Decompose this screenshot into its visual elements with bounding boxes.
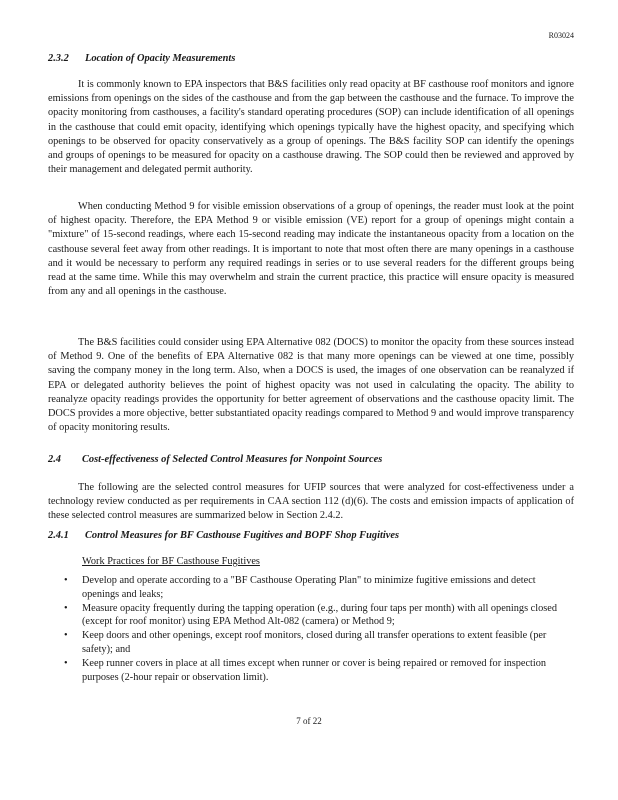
list-item xyxy=(64,602,574,630)
subheading-work-practices: Work Practices for BF Casthouse Fugitives xyxy=(82,556,260,567)
section-heading-2-3-2 xyxy=(48,53,235,64)
section-heading-2-4-1 xyxy=(48,530,399,541)
list-item-text: Develop and operate according to a "BF Casthouse Operating Plan" to minimize fugitive emissions and detect openings and leaks; xyxy=(82,575,536,600)
document-id: R03024 xyxy=(548,31,574,40)
list-item-text: Measure opacity frequently during the tapping operation (e.g., during four taps per month) with all openings closed (except for roof monitor) using EPA Method Alt-082 (camera) or Method 9; xyxy=(82,602,557,628)
list-item xyxy=(64,574,574,602)
bullet-icon: • xyxy=(64,575,68,586)
paragraph-docs: The B&S facilities could consider using EPA Alternative 082 (DOCS) to monitor the opacity from these sources instead of Method 9. One of the benefits of EPA Alternative 082 is that many more openings can be viewed at one time, possibly saving the company money in the long term. Also, when a DOCS is used, the images of one observation can be reanalyzed if EPA or delegated authority believes the point of highest opacity was not used in calculating the opacity. The ability to reanalyze opacity readings provides the opportunity for better agreement of observations and the casthouse opacity limit. The DOCS provides a more objective, better substantiated opacity readings compared to Method 9 and would improve transparency of opacity monitoring results. xyxy=(48,337,574,434)
bullet-icon: • xyxy=(64,630,68,642)
list-item xyxy=(64,657,574,685)
section-title: Location of Opacity Measurements xyxy=(85,53,236,64)
paragraph-cost-effectiveness: The following are the selected control measures for UFIP sources that were analyzed for cost-effectiveness under a technology review conducted as per requirements in CAA section 112 (d)(6). The costs and emission impacts of application of these selected control measures are summarized below in Section 2.4.2. xyxy=(48,482,574,522)
section-number: 2.3.2 xyxy=(48,53,69,64)
paragraph-method-9: When conducting Method 9 for visible emission observations of a group of openings, the reader must look at the point of highest opacity. Therefore, the EPA Method 9 or visible emission (VE) report for a group of openings might contain a "mixture" of 15-second readings, where each 15-second reading may indicate the instantaneous opacity from a location on the casthouse several feet away from other readings. It is important to note that most often there are many openings in a casthouse and it would be necessary to perform any required readings in series or to use several readers for the different groups being read at the same time. While this may overwhelm and strain the current practice, this practice will ensure opacity is measured from any and all openings in the casthouse. xyxy=(48,201,574,298)
section-number: 2.4 xyxy=(48,454,61,465)
bullet-icon: • xyxy=(64,657,68,669)
paragraph-opacity-sop: It is commonly known to EPA inspectors that B&S facilities only read opacity at BF casthouse roof monitors and ignore emissions from openings on the sides of the casthouse and from the gap between the casthouse and the furnace. To improve the opacity monitoring from casthouses, a facility's standard operating procedures (SOP) can include identification of all openings in the casthouse that could emit opacity, identifying which openings typically have the highest opacity, and specifying which openings to be observed for opacity conservatively as a group of openings. The B&S facility SOP can identify the openings and groups of openings to be measured for opacity on a casthouse drawing. The SOP could then be reviewed and approved by their management and delegated permit authority. xyxy=(48,79,574,176)
section-title: Cost-effectiveness of Selected Control Measures for Nonpoint Sources xyxy=(82,454,383,465)
bullet-icon: • xyxy=(64,602,68,614)
page-number: 7 of 22 xyxy=(296,716,322,726)
list-item xyxy=(64,629,574,657)
list-item-text: Keep runner covers in place at all times except when runner or cover is being repaired or removed for inspection purposes (2-hour repair or observation limit). xyxy=(82,657,547,683)
section-title: Control Measures for BF Casthouse Fugitives and BOPF Shop Fugitives xyxy=(85,530,400,541)
list-item-text: Keep doors and other openings, except roof monitors, closed during all transfer operations to extent feasible (per safety); and xyxy=(82,630,547,655)
section-number: 2.4.1 xyxy=(48,530,69,541)
work-practices-list xyxy=(64,574,574,684)
section-heading-2-4 xyxy=(48,454,382,465)
